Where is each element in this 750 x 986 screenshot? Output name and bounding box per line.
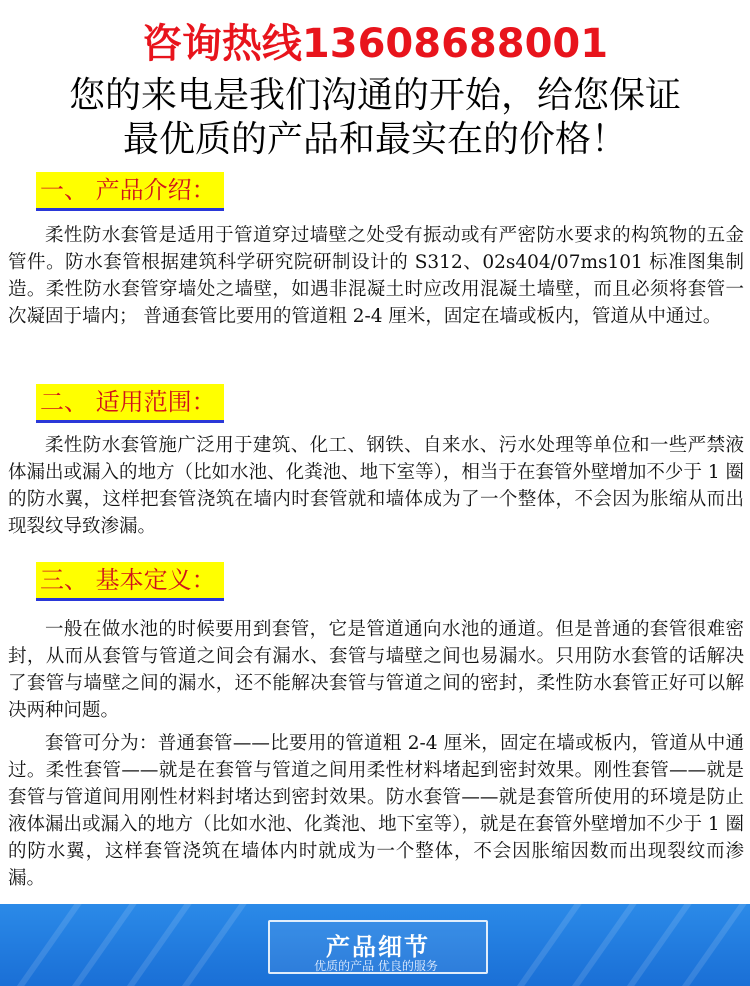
- product-detail-title: 产品细节: [326, 933, 430, 961]
- section-definition-paragraph-2: 套管可分为：普通套管——比要用的管道粗 2-4 厘米，固定在墙或板内，管道从中通过。柔性套管——就是在套管与管道之间用柔性材料堵起到密封效果。刚性套管——就是套管与管道间用刚性材料封堵达到密封效果。防水套管——就是套管所使用的环境是防止液体漏出或漏入的地方（比如水池、化粪池、地下室等），就是在套管外壁增加不少于 1 圈的防水翼，这样套管浇筑在墙体内时就成为一个整体，不会因胀缩因数而出现裂纹而渗漏。: [8, 733, 744, 889]
- slogan: [0, 74, 750, 162]
- slogan-line-1: 您的来电是我们沟通的开始，给您保证: [68, 75, 681, 116]
- section-title-scope: 二、 适用范围：: [36, 384, 224, 423]
- product-detail-banner: [0, 904, 750, 986]
- section-scope-paragraph: 柔性防水套管施广泛用于建筑、化工、钢铁、自来水、污水处理等单位和一些严禁液体漏出或漏入的地方（比如水池、化粪池、地下室等），相当于在套管外壁增加不少于 1 圈的防水翼，这样把套管浇筑在墙内时套管就和墙体成为了一个整体，不会因为胀缩从而出现裂纹导致渗漏。: [8, 435, 744, 537]
- section-title-definition: 三、 基本定义：: [36, 562, 224, 601]
- decorative-stripe: [500, 904, 585, 986]
- section-intro-paragraph: 柔性防水套管是适用于管道穿过墙壁之处受有振动或有严密防水要求的构筑物的五金管件。防水套管根据建筑科学研究院研制设计的 S312、02s404/07ms101 标准图集制造。柔性防水套管穿墙处之墙壁，如遇非混凝土时应改用混凝土墙壁，而且必须将套管一次凝固于墙内； 普通套管比要用的管道粗 2-4 厘米，固定在墙或板内，管道从中通过。: [8, 225, 744, 327]
- product-detail-subtitle: 优质的产品 优良的服务: [314, 959, 438, 973]
- hotline-heading: 咨询热线13608688001: [141, 21, 609, 67]
- section-definition-paragraph-1: 一般在做水池的时候要用到套管，它是管道通向水池的通道。但是普通的套管很难密封，从而从套管与管道之间会有漏水、套管与墙壁之间也易漏水。只用防水套管的话解决了套管与墙壁之间的漏水，还不能解决套管与管道之间的密封，柔性防水套管正好可以解决两种问题。: [8, 619, 744, 721]
- slogan-line-2: 最优质的产品和最实在的价格！: [122, 119, 627, 160]
- decorative-stripe: [0, 904, 85, 986]
- section-title-intro: 一、 产品介绍：: [36, 172, 224, 211]
